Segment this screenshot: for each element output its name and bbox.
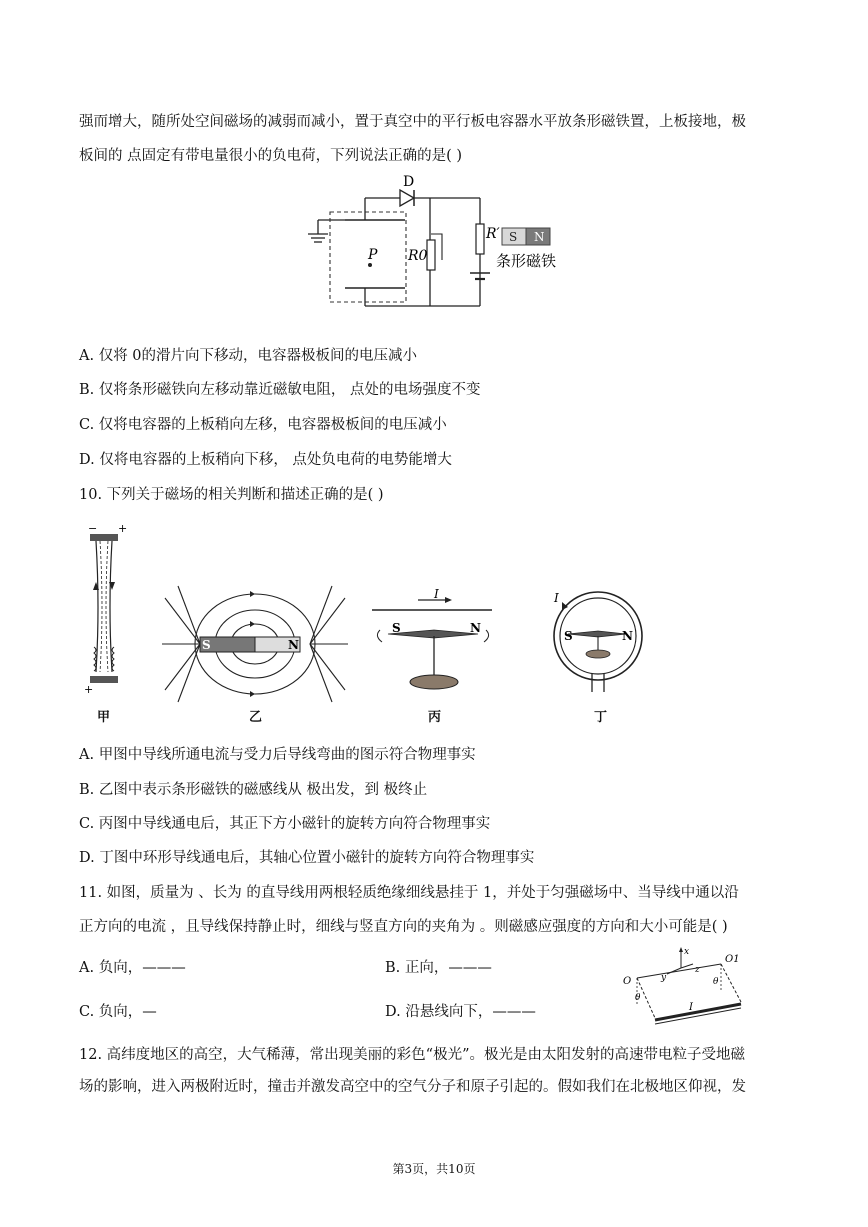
q11-y-axis-label: y — [661, 973, 667, 983]
svg-text:+: + — [84, 683, 94, 694]
q11-theta-left: θ — [635, 993, 641, 1003]
q12-stem-line-2: 场的影响，进入两极附近时，撞击并激发高空中的空气分子和原子引起的。假如我们在北极地区仰视，发 — [79, 1079, 746, 1095]
bar-magnet-label: 条形磁铁 — [496, 252, 557, 270]
q10-option-a: A. 甲图中导线所通电流与受力后导线弯曲的图示符合物理事实 — [79, 747, 476, 763]
bing-n-label: N — [470, 621, 481, 635]
q11-option-c: C. 负向，— — [79, 1004, 157, 1020]
q10-option-b: B. 乙图中表示条形磁铁的磁感线从 极出发，到 极终止 — [79, 782, 428, 798]
ding-current-label: I — [554, 591, 559, 605]
q11-stem-line-1: 11. 如图，质量为 、长为 的直导线用两根轻质绝缘细线悬挂于 1，并处于匀强磁场中、当导线中通以沿 — [79, 885, 739, 901]
point-p-label: P — [368, 247, 378, 263]
q10-option-d: D. 丁图中环形导线通电后，其轴心位置小磁针的旋转方向符合物理事实 — [79, 850, 535, 866]
caption-yi: 乙 — [249, 710, 263, 725]
yi-n-label: N — [288, 638, 299, 652]
figure-ding-ring-current — [548, 588, 648, 698]
q11-z-axis-label: z — [695, 965, 700, 975]
magnet-s-label: S — [509, 230, 518, 244]
q11-option-a: A. 负向，——— — [79, 960, 186, 976]
caption-ding: 丁 — [594, 710, 608, 725]
caption-jia: 甲 — [97, 710, 111, 725]
q9-stem-line-1: 强而增大，随所处空间磁场的减弱而减小，置于真空中的平行板电容器水平放条形磁铁置，上板接地，极 — [79, 114, 746, 130]
q11-theta-right: θ — [713, 977, 719, 987]
figure-yi-bar-magnet-field — [160, 578, 350, 708]
q9-option-b: B. 仅将条形磁铁向左移动靠近磁敏电阻， 点处的电场强度不变 — [79, 382, 481, 398]
svg-text:+: + — [118, 522, 128, 535]
diode-label: D — [403, 174, 415, 190]
q12-stem-line-1: 12. 高纬度地区的高空，大气稀薄，常出现美丽的彩色“极光”。极光是由太阳发射的高速带电粒子受地磁 — [79, 1047, 745, 1063]
r0-label: R0 — [408, 248, 428, 264]
q11-x-axis-label: x — [684, 947, 690, 957]
yi-s-label: S — [202, 638, 211, 652]
figure-jia-parallel-wires — [80, 522, 130, 694]
caption-bing: 丙 — [428, 710, 442, 725]
r-prime-label: R′ — [486, 226, 500, 242]
q11-o-label: O — [623, 976, 632, 987]
q11-o1-label: O1 — [725, 954, 740, 965]
q9-option-a: A. 仅将 0的滑片向下移动，电容器极板间的电压减小 — [79, 348, 418, 364]
bing-current-label: I — [434, 588, 439, 601]
q9-circuit-diagram — [300, 172, 580, 312]
page-footer: 第3页，共10页 — [392, 1162, 476, 1176]
q10-option-c: C. 丙图中导线通电后，其正下方小磁针的旋转方向符合物理事实 — [79, 816, 491, 832]
q9-option-d: D. 仅将电容器的上板稍向下移， 点处负电荷的电势能增大 — [79, 452, 452, 468]
bing-s-label: S — [392, 621, 401, 635]
q11-option-b: B. 正向，——— — [385, 960, 492, 976]
svg-text:−: − — [88, 522, 98, 535]
q9-stem-line-2: 板间的 点固定有带电量很小的负电荷，下列说法正确的是( ) — [79, 148, 463, 164]
q9-option-c: C. 仅将电容器的上板稍向左移，电容器极板间的电压减小 — [79, 417, 447, 433]
ding-s-label: S — [564, 629, 573, 643]
ding-n-label: N — [622, 629, 633, 643]
q11-suspended-wire-diagram — [615, 944, 765, 1036]
figure-bing-needle-under-wire — [370, 588, 500, 698]
q11-current-label: I — [689, 1002, 693, 1013]
q11-option-d: D. 沿悬线向下，——— — [385, 1004, 536, 1020]
q10-stem: 10. 下列关于磁场的相关判断和描述正确的是( ) — [79, 487, 384, 503]
magnet-n-label: N — [534, 230, 545, 244]
q11-stem-line-2: 正方向的电流 ，且导线保持静止时，细线与竖直方向的夹角为 。则磁感应强度的方向和大小可能是( ) — [79, 919, 728, 935]
